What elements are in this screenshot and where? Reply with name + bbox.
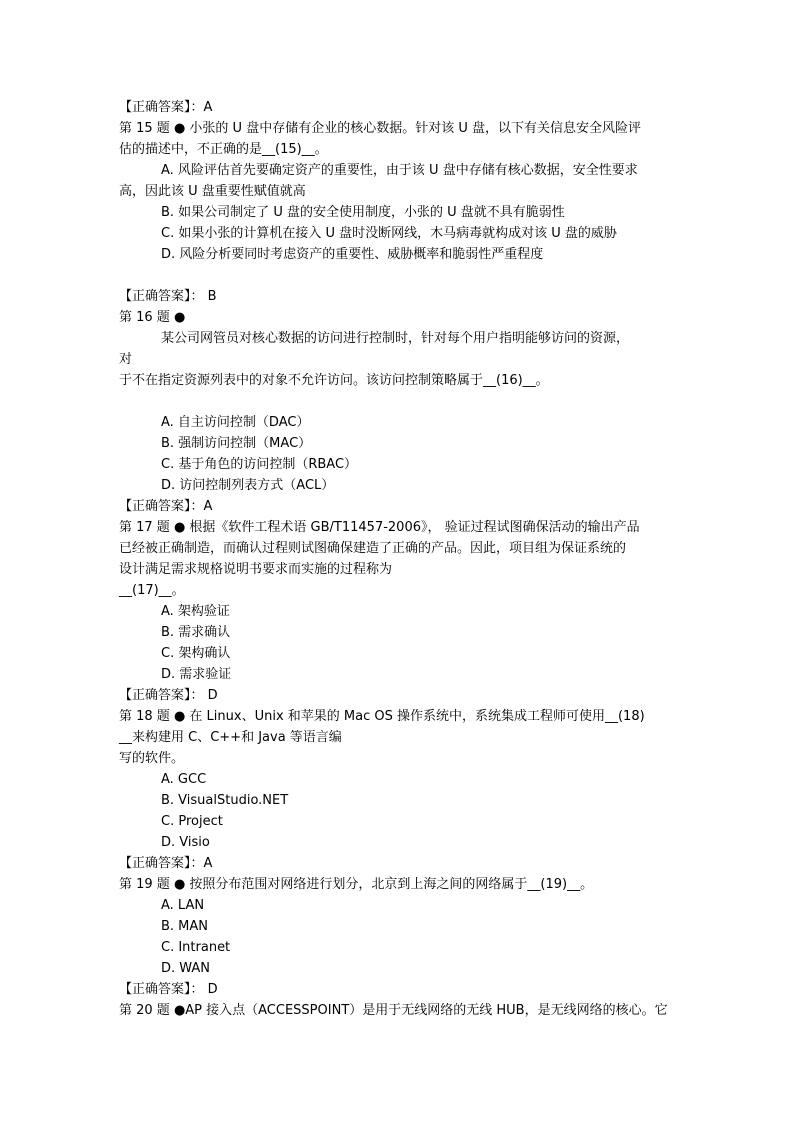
answer-line: 【正确答案】： D bbox=[119, 982, 218, 997]
question-17-text-cont: 已经被正确制造，而确认过程则试图确保建造了正确的产品。因此，项目组为保证系统的 bbox=[119, 541, 627, 556]
option-d: D. WAN bbox=[161, 961, 211, 976]
question-18-text-cont: __来构建用 C、C++和 Java 等语言编 bbox=[119, 730, 342, 745]
question-17-text-cont: __(17)__。 bbox=[119, 583, 185, 598]
question-18-text: 第 18 题 ● 在 Linux、Unix 和苹果的 Mac OS 操作系统中，系统集成工程师可使用__(18) bbox=[119, 709, 645, 724]
answer-line: 【正确答案】：A bbox=[119, 499, 213, 514]
option-b: B. 强制访问控制（MAC） bbox=[161, 436, 312, 451]
option-a: A. GCC bbox=[161, 772, 207, 787]
option-d: D. Visio bbox=[161, 835, 210, 850]
option-b: B. 需求确认 bbox=[161, 625, 231, 640]
answer-line: 【正确答案】： B bbox=[119, 289, 217, 304]
question-16-text-cont: 于不在指定资源列表中的对象不允许访问。该访问控制策略属于__(16)__。 bbox=[119, 373, 549, 388]
question-15-text: 第 15 题 ● 小张的 U 盘中存储有企业的核心数据。针对该 U 盘，以下有关信息安全风险评 bbox=[119, 121, 641, 136]
option-a: A. 风险评估首先要确定资产的重要性，由于该 U 盘中存储有核心数据，安全性要求 bbox=[161, 163, 638, 178]
option-d: D. 风险分析要同时考虑资产的重要性、威胁概率和脆弱性严重程度 bbox=[161, 247, 544, 262]
answer-line: 【正确答案】：A bbox=[119, 100, 213, 115]
option-d: D. 需求验证 bbox=[161, 667, 232, 682]
question-16-text-cont: 对 bbox=[119, 352, 133, 367]
option-a: A. LAN bbox=[161, 898, 205, 913]
option-b: B. VisualStudio.NET bbox=[161, 793, 289, 808]
question-16-heading: 第 16 题 ● bbox=[119, 310, 186, 325]
question-18-text-cont: 写的软件。 bbox=[119, 751, 185, 766]
option-c: C. 如果小张的计算机在接入 U 盘时没断网线，木马病毒就构成对该 U 盘的威胁 bbox=[161, 226, 617, 241]
option-c: C. 基于角色的访问控制（RBAC） bbox=[161, 457, 358, 472]
option-b: B. 如果公司制定了 U 盘的安全使用制度，小张的 U 盘就不具有脆弱性 bbox=[161, 205, 565, 220]
option-b: B. MAN bbox=[161, 919, 209, 934]
question-16-text: 某公司网管员对核心数据的访问进行控制时，针对每个用户指明能够访问的资源， bbox=[161, 331, 630, 346]
question-19-text: 第 19 题 ● 按照分布范围对网络进行划分，北京到上海之间的网络属于__(19)__。 bbox=[119, 877, 594, 892]
question-17-text: 第 17 题 ● 根据《软件工程术语 GB/T11457-2006》， 验证过程试图确保活动的输出产品 bbox=[119, 520, 640, 535]
option-d: D. 访问控制列表方式（ACL） bbox=[161, 478, 335, 493]
option-c: C. Intranet bbox=[161, 940, 231, 955]
question-15-text-cont: 估的描述中，不正确的是__(15)__。 bbox=[119, 142, 328, 157]
question-17-text-cont: 设计满足需求规格说明书要求而实施的过程称为 bbox=[119, 562, 393, 577]
option-c: C. 架构确认 bbox=[161, 646, 231, 661]
question-20-text: 第 20 题 ●AP 接入点（ACCESSPOINT）是用于无线网络的无线 HUB，是无线网络的核心。它 bbox=[119, 1003, 668, 1018]
option-a: A. 架构验证 bbox=[161, 604, 230, 619]
option-a-cont: 高，因此该 U 盘重要性赋值就高 bbox=[119, 184, 306, 199]
option-a: A. 自主访问控制（DAC） bbox=[161, 415, 310, 430]
option-c: C. Project bbox=[161, 814, 223, 829]
answer-line: 【正确答案】：A bbox=[119, 856, 213, 871]
answer-line: 【正确答案】： D bbox=[119, 688, 218, 703]
